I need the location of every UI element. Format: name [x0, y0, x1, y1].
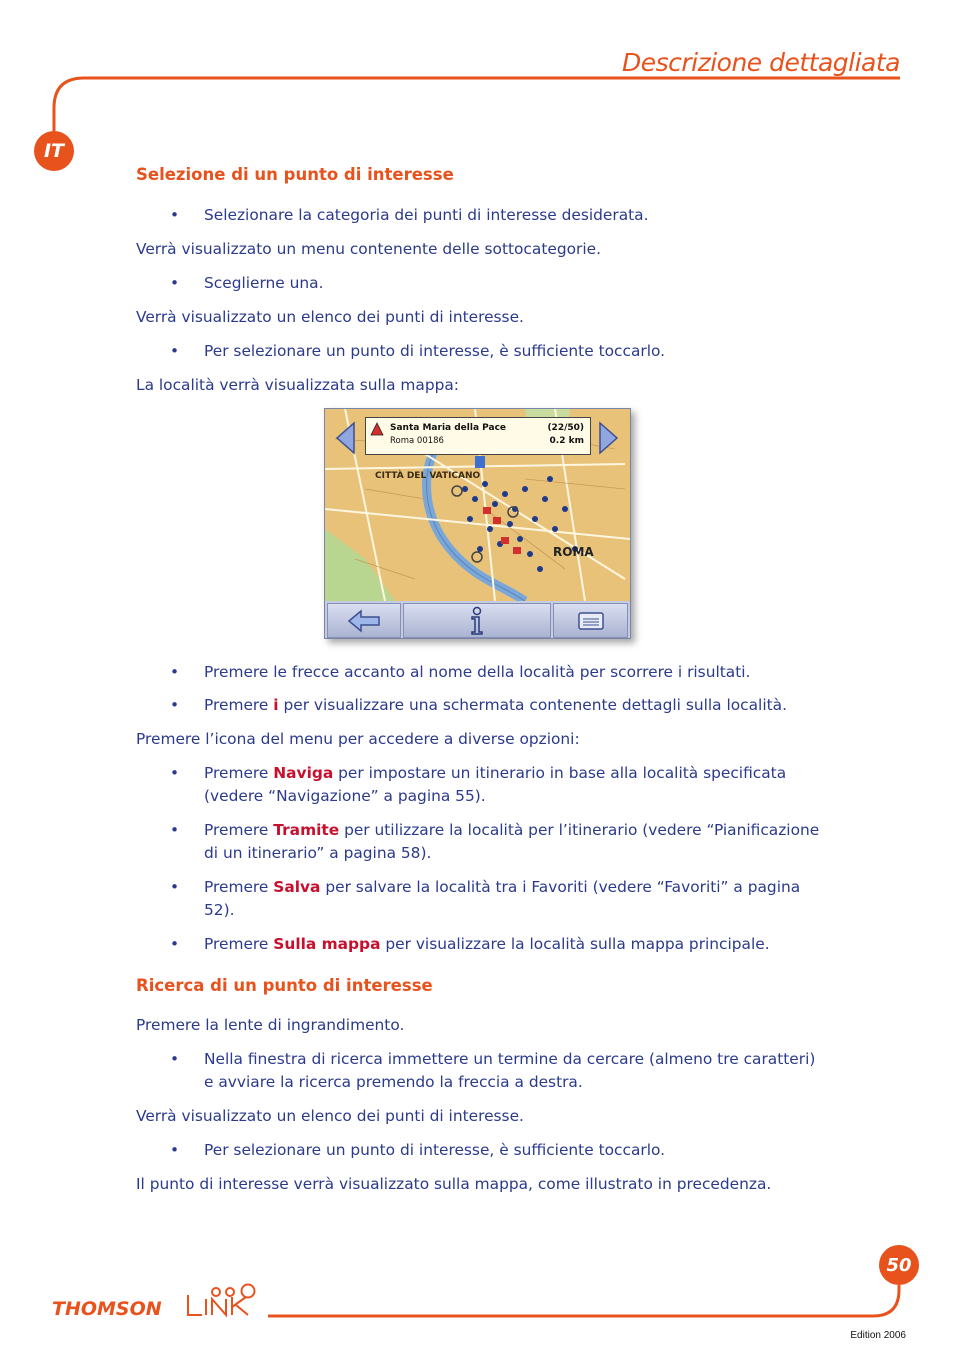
keyword-info: i [273, 696, 279, 714]
back-arrow-icon [347, 609, 381, 633]
paragraph: La località verrà visualizzata sulla mappa: [136, 376, 459, 394]
bullet-text: per visualizzare una schermata contenente dettagli sulla località. [278, 696, 787, 714]
paragraph: Premere la lente di ingrandimento. [136, 1016, 405, 1034]
paragraph: Verrà visualizzato un elenco dei punti di interesse. [136, 1107, 524, 1125]
map-city-label: ROMA [553, 545, 594, 559]
page-title: Descrizione dettagliata [621, 48, 900, 77]
section-heading: Selezione di un punto di interesse [136, 165, 454, 184]
bullet-item: • Per selezionare un punto di interesse, è sufficiente toccarlo. [136, 340, 826, 363]
bullet-text: Premere [204, 764, 274, 782]
bullet-item [136, 762, 826, 808]
keyword-salva: Salva [273, 878, 321, 896]
main-content [136, 163, 826, 1196]
bullet-text: Premere [204, 935, 274, 953]
map-toolbar [325, 601, 630, 638]
bullet-item: • Selezionare la categoria dei punti di interesse desiderata. [136, 204, 826, 227]
poi-distance: 0.2 km [549, 436, 584, 446]
bullet-item: • Premere le frecce accanto al nome della località per scorrere i risultati. [136, 661, 826, 684]
bullet-item: • Nella finestra di ricerca immettere un termine da cercare (almeno tre caratteri) e avviare la ricerca premendo la freccia a destra. [136, 1048, 826, 1094]
keyword-sulla-mappa: Sulla mappa [273, 935, 381, 953]
paragraph: Verrà visualizzato un menu contenente delle sottocategorie. [136, 240, 601, 258]
bullet-text: per visualizzare la località sulla mappa principale. [380, 935, 770, 953]
section-heading: Ricerca di un punto di interesse [136, 976, 433, 995]
left-arrow-icon[interactable] [334, 421, 356, 455]
map-view [324, 408, 631, 639]
map-screenshot [324, 408, 631, 639]
poi-address: Roma 00186 [390, 436, 444, 446]
bullet-text: Premere [204, 878, 274, 896]
bullet-item [136, 819, 826, 865]
info-icon [467, 606, 487, 636]
bullet-item [136, 933, 826, 956]
logo-graphic [52, 1283, 266, 1325]
bullet-text: Premere [204, 821, 274, 839]
keyword-tramite: Tramite [273, 821, 340, 839]
poi-tooltip[interactable] [365, 417, 591, 455]
bullet-item: • Per selezionare un punto di interesse, è sufficiente toccarlo. [136, 1139, 826, 1162]
bullet-text: per impostare un itinerario in base alla località specificata (vedere “Navigazione” a pagina 55). [204, 764, 787, 805]
paragraph: Verrà visualizzato un elenco dei punti di interesse. [136, 308, 524, 326]
page-number-badge: 50 [879, 1245, 919, 1285]
bullet-item [136, 876, 826, 922]
poi-warning-icon [370, 422, 384, 436]
map-area-label: CITTÀ DEL VATICANO [375, 471, 481, 481]
bullet-text: per utilizzare la località per l’itinerario (vedere “Pianificazione di un itinerario” a pagina 58). [204, 821, 820, 862]
bullet-text: per salvare la località tra i Favoriti (vedere “Favoriti” a pagina 52). [204, 878, 801, 919]
paragraph: Il punto di interesse verrà visualizzato sulla mappa, come illustrato in precedenza. [136, 1175, 772, 1193]
poi-name: Santa Maria della Pace [390, 423, 507, 433]
keyword-naviga: Naviga [273, 764, 334, 782]
language-badge: IT [34, 131, 74, 171]
brand-word-thomson: THOMSON [52, 1298, 162, 1320]
paragraph: Premere l’icona del menu per accedere a diverse opzioni: [136, 730, 580, 748]
info-button[interactable] [403, 603, 551, 638]
menu-icon [578, 612, 604, 630]
right-arrow-icon[interactable] [598, 421, 620, 455]
bullet-item: • Sceglierne una. [136, 272, 826, 295]
edition-label: Edition 2006 [850, 1330, 906, 1341]
thomson-link-logo [52, 1283, 266, 1329]
poi-count: (22/50) [547, 423, 584, 433]
bullet-text: Premere [204, 696, 274, 714]
menu-button[interactable] [553, 603, 628, 638]
bullet-item [136, 694, 826, 717]
back-button[interactable] [327, 603, 401, 638]
